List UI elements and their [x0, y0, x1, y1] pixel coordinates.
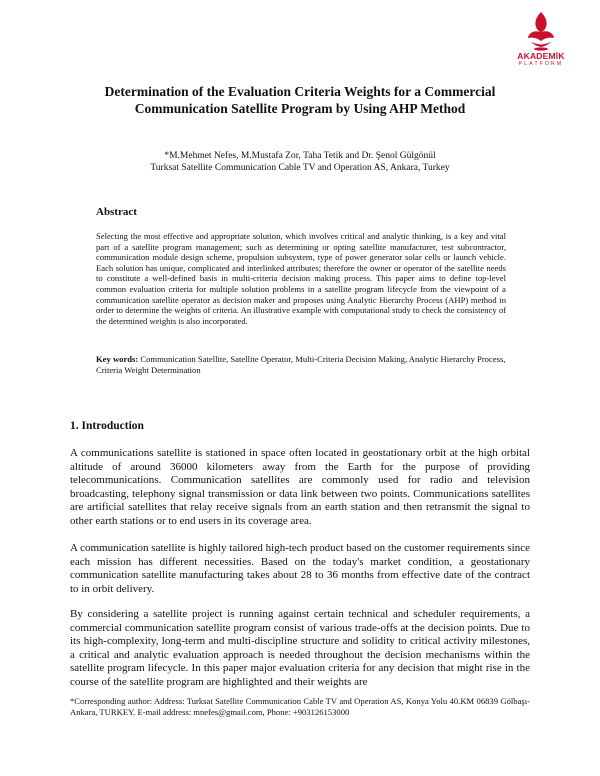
tulip-logo-icon: [525, 10, 557, 52]
keywords: [96, 354, 506, 375]
paper-title: Determination of the Evaluation Criteria Weights for a Commercial Communication Satellite Program by Using AHP Method: [104, 84, 496, 116]
abstract-heading: Abstract: [96, 206, 137, 218]
abstract-body: Selecting the most effective and appropriate solution, which involves critical and analytic thinking, is a key and vital part of a satellite program management; such as determining or opting satellite manufacturer, test subcontractor, communication module design scheme, propulsion subsystem, type of power generator solar cells or launch vehicle. Each solution has unique, complicated and interlinked attributes; therefore the owner or operator of the satellite needs to constitute a well-defined basis in multi-criteria decision making process. This paper aims to define top-level common evaluation criteria for multiple solution problems in a satellite program lifecycle from the viewpoint of a communication satellite operator as decision maker and proposes using Analytic Hierarchy Process (AHP) method in order to determine the weights of criteria. An illustrative example with computational study to check the consistency of the determined weights is also incorporated.: [96, 231, 506, 326]
logo-subtitle: PLATFORM: [518, 61, 564, 67]
intro-paragraph: A communications satellite is stationed in space often located in geostationary orbit at the high orbital altitude of around 36000 kilometers away from the Earth for the purpose of providing telecommunications. Communication satellites are commonly used for radio and television broadcasting, telephony signal transmission or data link between two points. Communications satellites are artificial satellites that relay receive signals from an earth station and then retransmit the signal to other earth stations or to end users in its coverage area.: [70, 447, 530, 527]
author-names: *M.Mehmet Nefes, M.Mustafa Zor, Taha Tetik and Dr. Şenol Gülgönül: [164, 151, 436, 161]
intro-paragraph: By considering a satellite project is running against certain technical and scheduler requirements, a commercial communication satellite program consist of various trade-offs at the decision points. Due to its high-complexity, long-term and multi-discipline structure and solidity to critical activity milestones, a critical and analytic evaluation approach is needed throughout the decision mechanisms within the satellite program lifecycle. In this paper major evaluation criteria for any decision that might rise in the course of the satellite program are highlighted and their weights are: [70, 608, 530, 688]
keywords-label: Key words:: [96, 354, 139, 364]
author-block: [100, 150, 500, 174]
intro-paragraph: A communication satellite is highly tailored high-tech product based on the customer requirements since each mission has different necessities. Based on the today's market condition, a geostationary communication satellite manufacturing takes about 28 to 36 months from effective date of the contract to in orbit delivery.: [70, 542, 530, 595]
corresponding-author-footnote: *Corresponding author: Address: Turksat Satellite Communication Cable TV and Operation AS, Konya Yolu 40.KM 06839 Gölbaşı-Ankara, TURKEY. E-mail address: mnefes@gmail.com, Phone: +903126153000: [70, 696, 530, 717]
section-heading-introduction: 1. Introduction: [70, 420, 144, 432]
logo-name: AKADEMİK: [517, 51, 565, 61]
author-affiliation: Turksat Satellite Communication Cable TV and Operation AS, Ankara, Turkey: [150, 163, 450, 173]
akademik-platform-logo: [512, 10, 570, 67]
keywords-list: Communication Satellite, Satellite Operator, Multi-Criteria Decision Making, Analytic Hierarchy Process, Criteria Weight Determination: [96, 354, 506, 375]
